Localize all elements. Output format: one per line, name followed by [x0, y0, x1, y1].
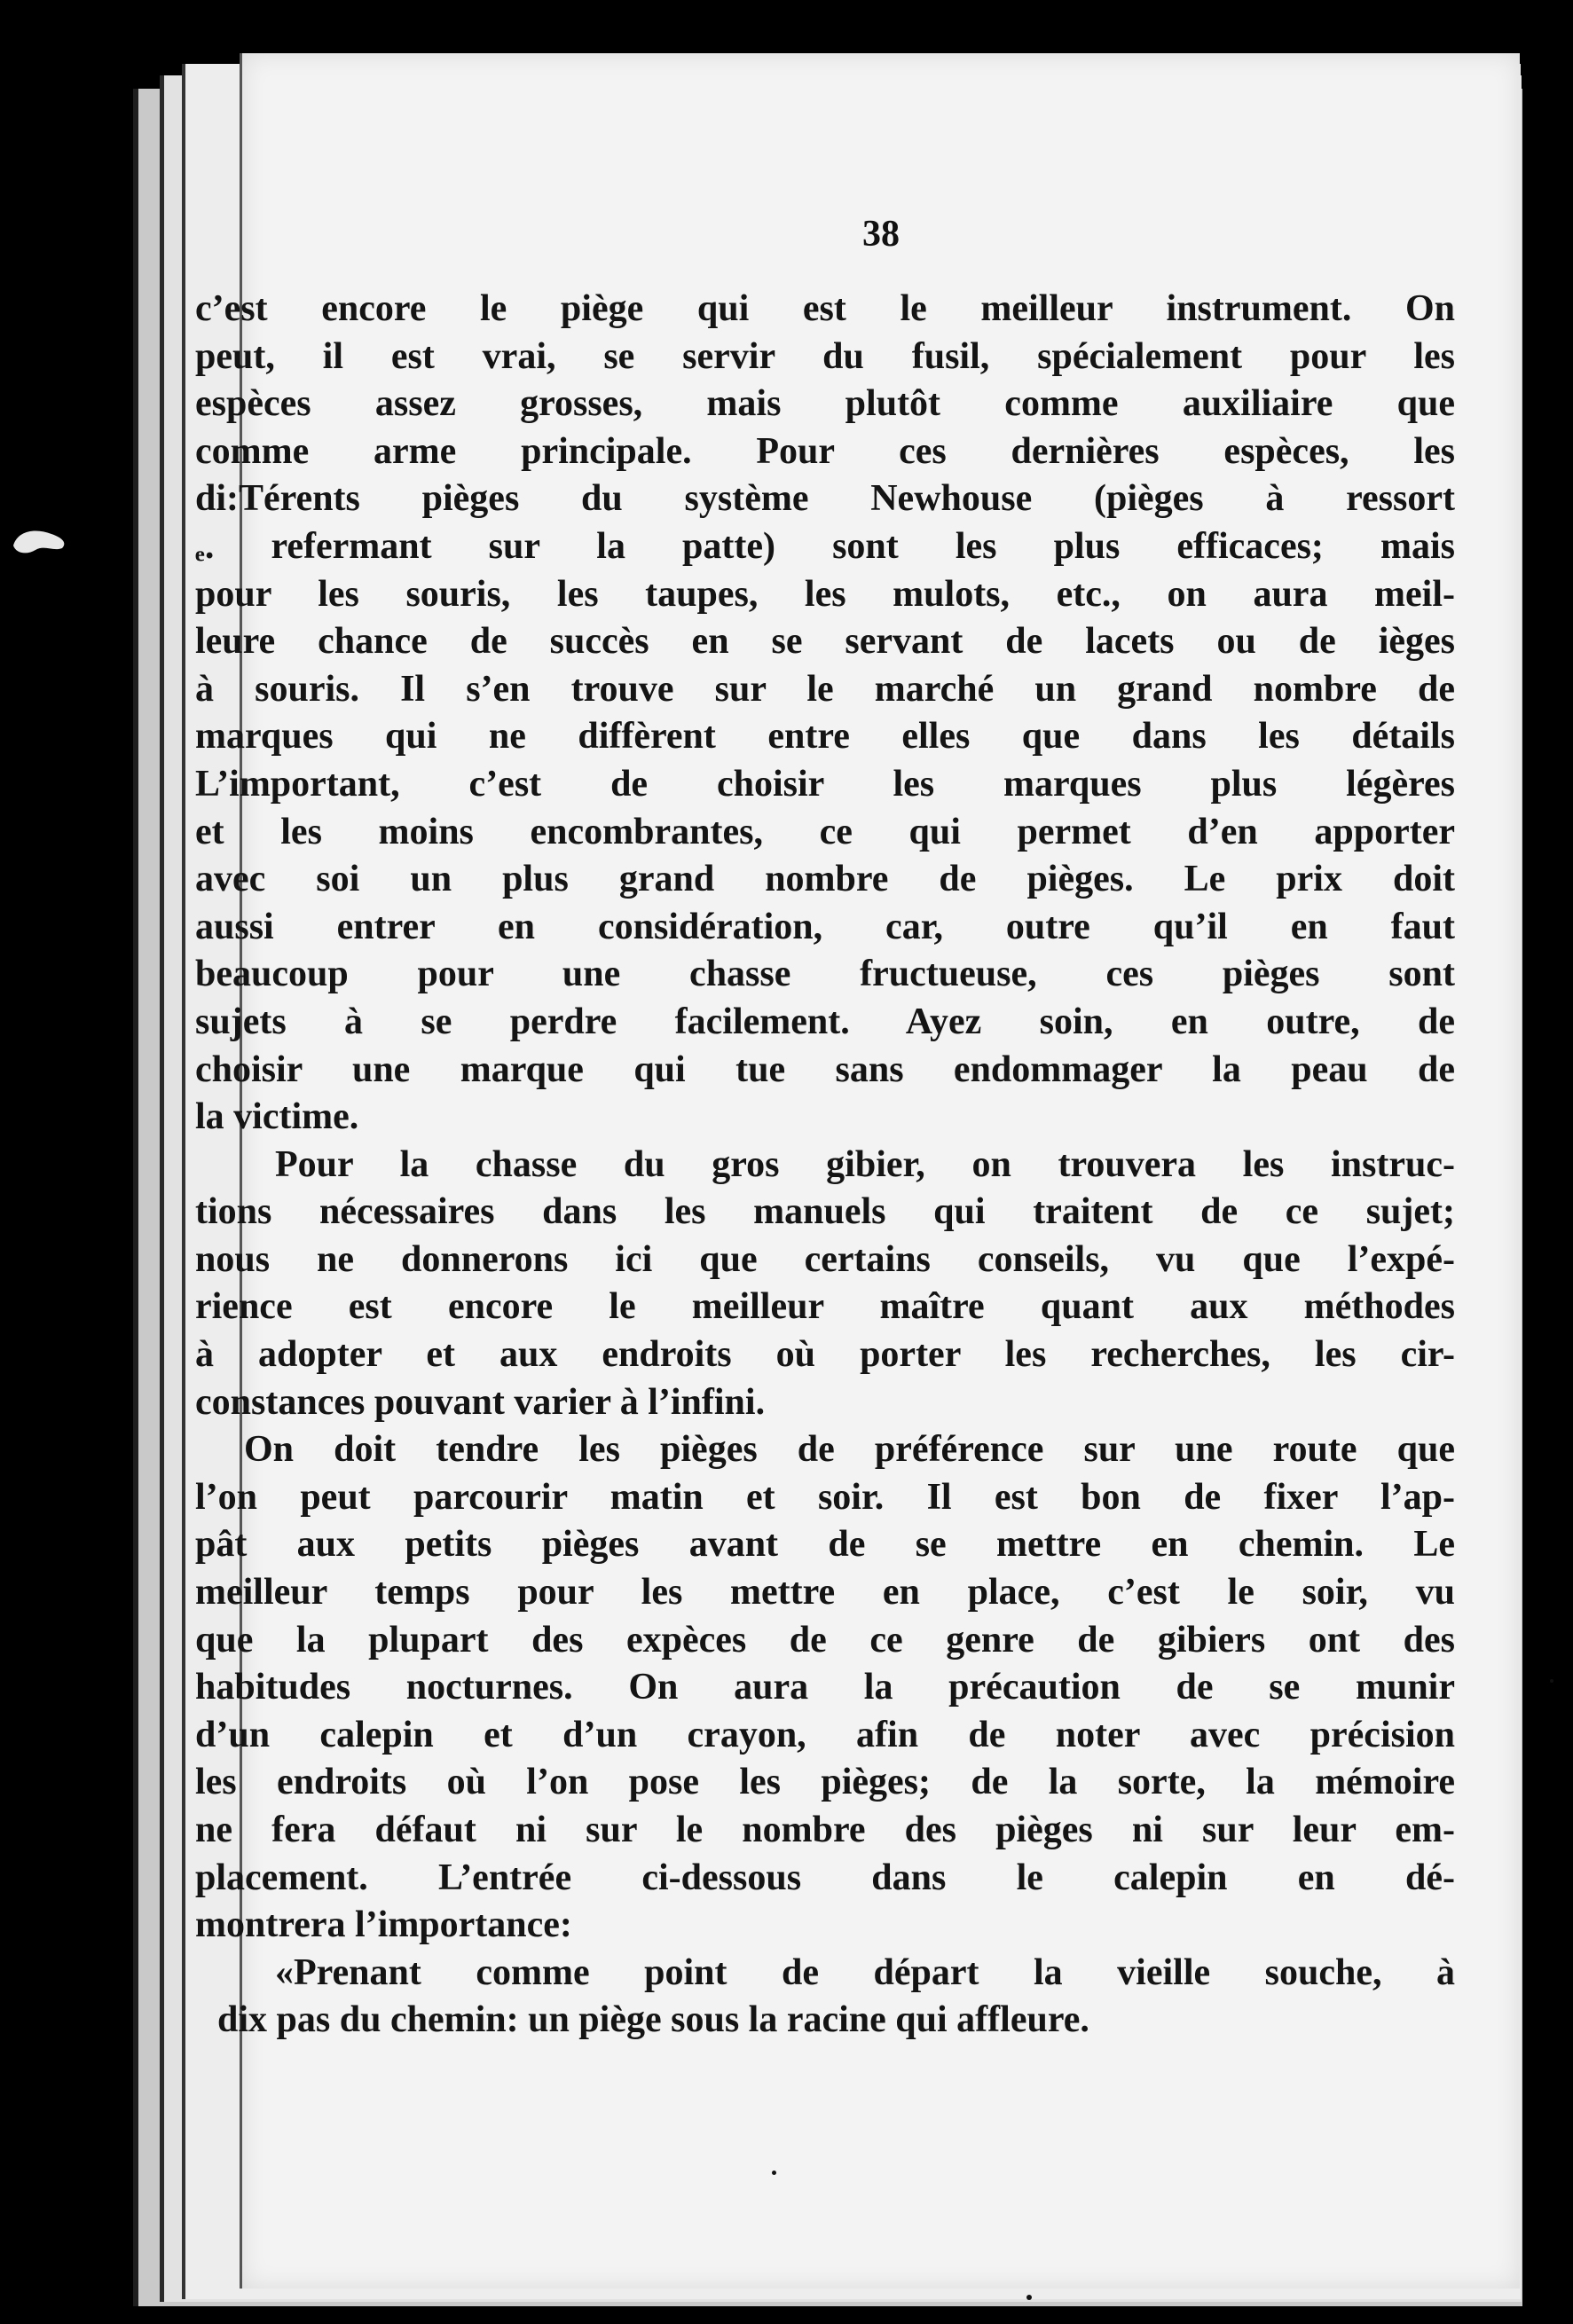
text-line: peut, il est vrai, se servir du fusil, spécialement pour les — [195, 335, 1455, 377]
text-line: ne fera défaut ni sur le nombre des pièges ni sur leur em- — [195, 1810, 1455, 1850]
text-line: dix pas du chemin: un piège sous la racine qui affleure. — [217, 1999, 1089, 2041]
text-line: pât aux petits pièges avant de se mettre en chemin. Le — [195, 1524, 1455, 1566]
text-line: et les moins encombrantes, ce qui permet d’en apporter — [195, 811, 1455, 852]
paragraph-2 — [195, 1142, 1455, 1427]
text-line: meilleur temps pour les mettre en place, c’est le soir, vu — [195, 1572, 1455, 1613]
text-line: la victime. — [195, 1096, 359, 1138]
text-line: sujets à se perdre facilement. Ayez soin, en outre, de — [195, 1001, 1455, 1042]
text-line: di:Térents pièges du système Newhouse (pièges à ressort — [195, 478, 1455, 520]
text-line: leure chance de succès en se servant de lacets ou de ièges — [195, 621, 1455, 663]
text-line: placement. L’entrée ci-dessous dans le calepin en dé- — [195, 1857, 1455, 1898]
ink-blot-mark — [9, 523, 71, 559]
text-line: montrera l’importance: — [195, 1904, 572, 1946]
page-number: 38 — [862, 214, 900, 255]
text-line: Pour la chasse du gros gibier, on trouvera les instruc- — [275, 1143, 1455, 1185]
text-line: l’on peut parcourir matin et soir. Il est bon de fixer l’ap- — [195, 1476, 1455, 1518]
text-line: à adopter et aux endroits où porter les recherches, les cir- — [195, 1334, 1455, 1376]
text-line: nous ne donnerons ici que certains conseils, vu que l’expé- — [195, 1238, 1455, 1280]
page-body — [195, 286, 1455, 2045]
paragraph-3 — [195, 1426, 1455, 1950]
text-line: les endroits où l’on pose les pièges; de la sorte, la mémoire — [195, 1762, 1455, 1803]
text-line: espèces assez grosses, mais plutôt comme auxiliaire que — [195, 383, 1455, 425]
text-line: «Prenant comme point de départ la vieille souche, à — [275, 1951, 1455, 1993]
text-line: d’un calepin et d’un crayon, afin de noter avec précision — [195, 1714, 1455, 1755]
text-line: tions nécessaires dans les manuels qui traitent de ce sujet; — [195, 1191, 1455, 1233]
paragraph-1 — [195, 286, 1455, 1142]
text-line: avec soi un plus grand nombre de pièges. Le prix doit — [195, 859, 1455, 900]
text-line: habitudes nocturnes. On aura la précaution de se munir — [195, 1667, 1455, 1708]
text-line: beaucoup pour une chasse fructueuse, ces pièges sont — [195, 954, 1455, 995]
text-line: c’est encore le piège qui est le meilleur instrument. On — [195, 288, 1455, 329]
text-line: à souris. Il s’en trouve sur le marché un grand nombre de — [195, 668, 1455, 710]
paragraph-4-quote — [195, 1950, 1455, 2045]
text-line: choisir une marque qui tue sans endommager la peau de — [195, 1048, 1455, 1090]
text-line: L’important, c’est de choisir les marques plus légères — [195, 763, 1455, 805]
text-line: aussi entrer en considération, car, outre qu’il en faut — [195, 906, 1455, 947]
text-line: que la plupart des expèces de ce genre de gibiers ont des — [195, 1619, 1455, 1661]
text-line: ₑ. refermant sur la patte) sont les plus efficaces; mais — [195, 525, 1455, 567]
text-line: constances pouvant varier à l’infini. — [195, 1381, 766, 1423]
text-line: On doit tendre les pièges de préférence sur une route que — [244, 1429, 1455, 1471]
text-line: comme arme principale. Pour ces dernières espèces, les — [195, 430, 1455, 472]
text-line: pour les souris, les taupes, les mulots, etc., on aura meil- — [195, 573, 1455, 615]
text-line: marques qui ne diffèrent entre elles que dans les détails — [195, 716, 1455, 758]
text-line: rience est encore le meilleur maître quant aux méthodes — [195, 1286, 1455, 1328]
